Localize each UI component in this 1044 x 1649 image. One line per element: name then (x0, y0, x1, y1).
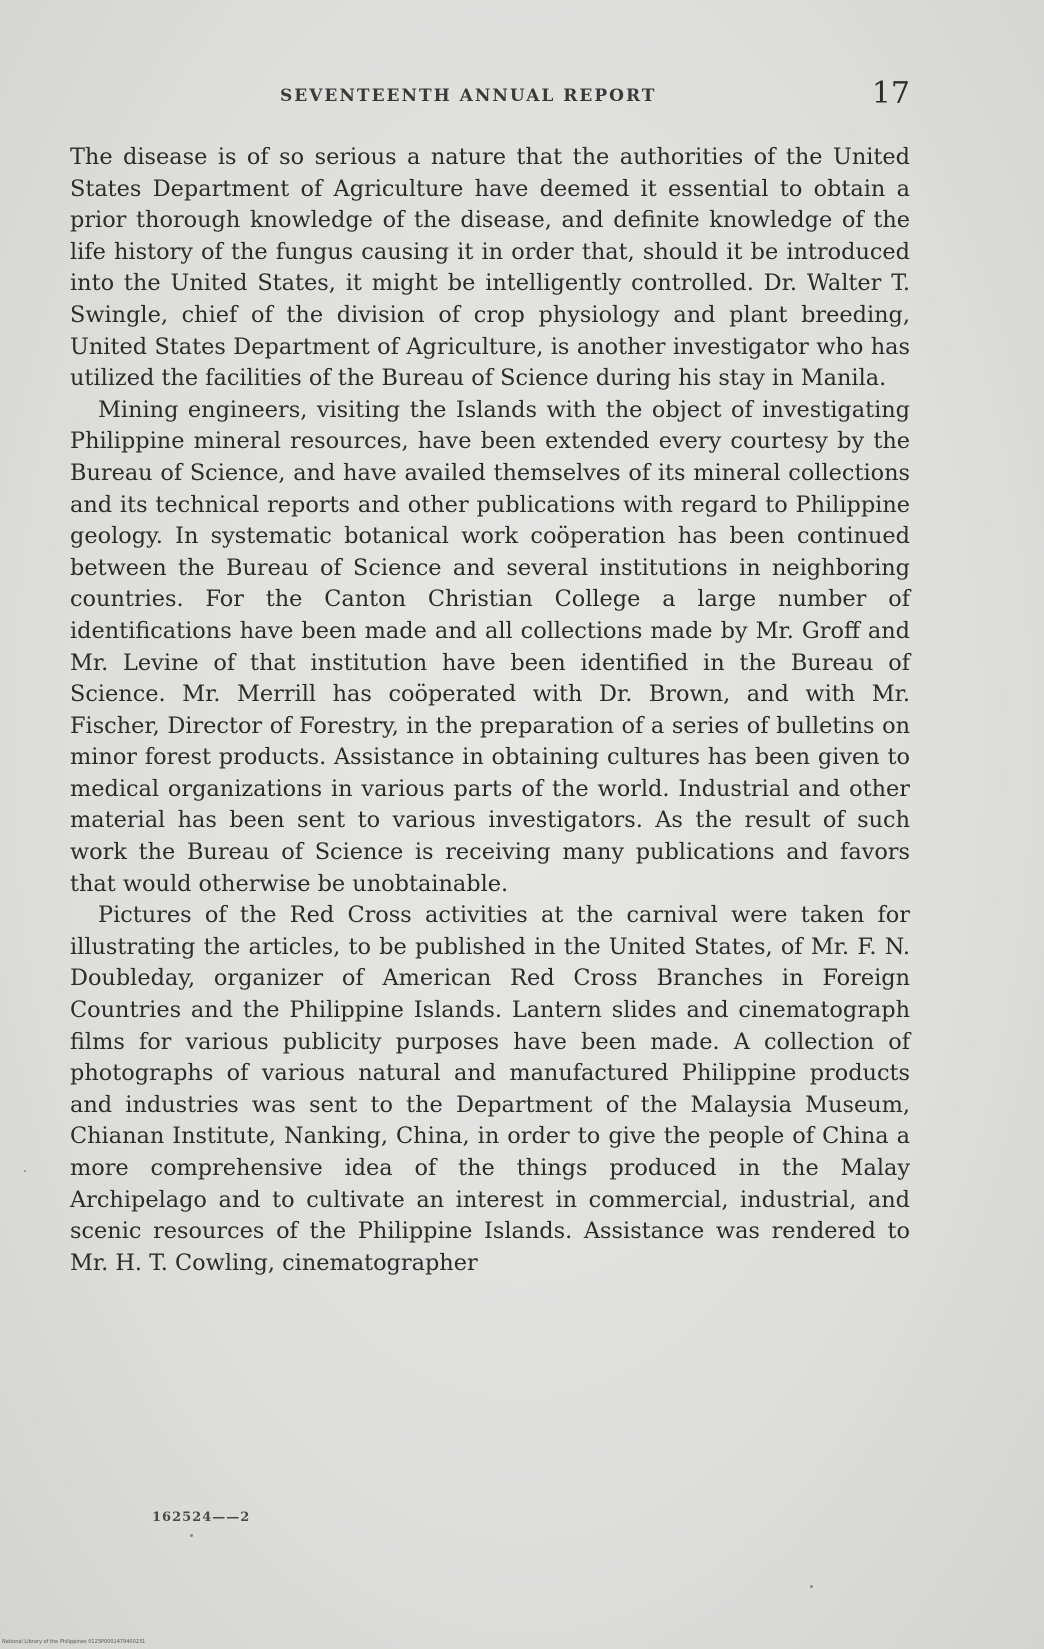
paragraph-1: The disease is of so serious a nature that the authorities of the United States Department of Agriculture have deemed it essential to obtain a prior thorough knowledge of the disease, and definite knowledge of the life history of the fungus causing it in order that, should it be introduced into the United States, it might be intelligently controlled. Dr. Walter T. Swingle, chief of the division of crop physiology and plant breeding, United States Department of Agriculture, is another investigator who has utilized the facilities of the Bureau of Science during his stay in Manila. (70, 144, 910, 392)
body-text (70, 142, 910, 1279)
speck (190, 1534, 193, 1537)
page-header (70, 76, 910, 122)
page-number: 17 (871, 76, 910, 111)
speck (810, 1585, 813, 1588)
running-head: SEVENTEENTH ANNUAL REPORT (280, 86, 657, 106)
paragraph-3: Pictures of the Red Cross activities at the carnival were taken for illustrating the articles, to be published in the United States, of Mr. F. N. Doubleday, organizer of American Red Cross Branches in Foreign Countries and the Philippine Islands. Lantern slides and cinematograph films for various publicity purposes have been made. A collection of photographs of various natural and manufactured Philippine products and industries was sent to the Department of the Malaysia Museum, Chianan Institute, Nanking, China, in order to give the people of China a more comprehensive idea of the things produced in the Malay Archipelago and to cultivate an interest in commercial, industrial, and scenic resources of the Philippine Islands. Assistance was rendered to Mr. H. T. Cowling, cinematographer (70, 902, 910, 1276)
paragraph-2: Mining engineers, visiting the Islands with the object of investigating Philippine mineral resources, have been extended every courtesy by the Bureau of Science, and have availed themselves of its mineral collections and its technical reports and other publications with regard to Philippine geology. In systematic botanical work coöperation has been continued between the Bureau of Science and several institutions in neighboring countries. For the Canton Christian College a large number of identifications have been made and all collections made by Mr. Groff and Mr. Levine of that institution have been identified in the Bureau of Science. Mr. Merrill has coöperated with Dr. Brown, and with Mr. Fischer, Director of Forestry, in the preparation of a series of bulletins on minor forest products. Assistance in obtaining cultures has been given to medical organizations in various parts of the world. Industrial and other material has been sent to various investigators. As the result of such work the Bureau of Science is receiving many publications and favors that would otherwise be unobtainable. (70, 396, 910, 897)
signature-mark: 162524——2 (152, 1510, 251, 1525)
library-footer: National Library of the Philippines 0123P0001479400231 (2, 1639, 146, 1645)
speck (24, 1170, 26, 1172)
